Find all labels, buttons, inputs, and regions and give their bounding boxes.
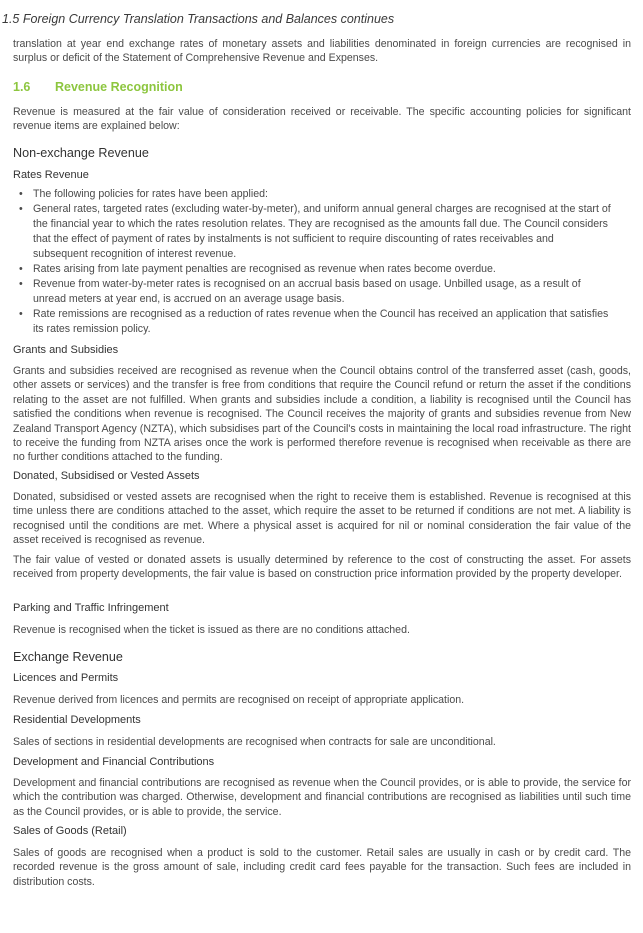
parking-paragraph: Revenue is recognised when the ticket is issued as there are no conditions attached.: [13, 624, 410, 636]
list-item: • The following policies for rates have been applied:: [13, 187, 631, 202]
development-paragraph: Development and financial contributions are recognised as revenue when the Council provides, or is able to provide, the service for which the contribution was charged. Otherwise, development and financial contributions are recognised as liabilities until such time as the Council provides, or is able to provide, the service.: [13, 777, 631, 818]
running-head: 1.5 Foreign Currency Translation Transactions and Balances continues: [2, 12, 395, 26]
rates-bullet-list: [13, 187, 631, 337]
donated-paragraph-1: Donated, subsidised or vested assets are recognised when the right to receive them is established. Revenue is recognised at this time unless there are conditions attached to the asset, which require the asset to be returned if conditions are not met. A liability is recognised until the conditions are met. Where a physical asset is acquired for nil or nominal consideration the fair value of the asset received is recognised as revenue.: [13, 491, 631, 547]
list-item: • Revenue from water-by-meter rates is recognised on an accrual basis based on usage. Unbilled usage, as a result of unread meters at year end, is accrued on an average usage basis.: [13, 277, 631, 307]
section-title: Revenue Recognition: [55, 80, 183, 94]
sales-heading: Sales of Goods (Retail): [13, 825, 127, 837]
section-intro: Revenue is measured at the fair value of consideration received or receivable. The specific accounting policies for significant revenue items are explained below:: [13, 106, 631, 133]
rates-heading: Rates Revenue: [13, 169, 89, 181]
licences-paragraph: Revenue derived from licences and permits are recognised on receipt of appropriate application.: [13, 694, 465, 706]
residential-paragraph: Sales of sections in residential developments are recognised when contracts for sale are unconditional.: [13, 736, 496, 748]
donated-heading: Donated, Subsidised or Vested Assets: [13, 470, 200, 482]
licences-heading: Licences and Permits: [13, 672, 119, 684]
grants-paragraph: Grants and subsidies received are recognised as revenue when the Council obtains control of the transferred asset (cash, goods, other assets or services) and the transfer is free from conditions that require the Council refund or return the asset if the conditions relating to the asset are not fulfilled. When grants and subsidies include a condition, a liability is recognised until the Council has satisfied the conditions when revenue is recognised. The Council receives the majority of grants and subsidies revenue from New Zealand Transport Agency (NZTA), which subsidises part of the Council's costs in maintaining the local road infrastructure. The right to receive the funding from NZTA arises once the work is performed therefore revenue is recognised when receivable as there are no further conditions attached to the funding.: [13, 365, 631, 464]
grants-heading: Grants and Subsidies: [13, 344, 119, 356]
parking-heading: Parking and Traffic Infringement: [13, 602, 169, 614]
exchange-heading: Exchange Revenue: [13, 650, 123, 664]
intro-paragraph: translation at year end exchange rates of monetary assets and liabilities denominated in foreign currencies are recognised in surplus or deficit of the Statement of Comprehensive Revenue and Expenses.: [13, 38, 631, 65]
section-heading: [13, 80, 631, 94]
section-number: 1.6: [13, 80, 31, 94]
residential-heading: Residential Developments: [13, 714, 141, 726]
list-item: • Rates arising from late payment penalties are recognised as revenue when rates become overdue.: [13, 262, 631, 277]
donated-paragraph-2: The fair value of vested or donated assets is usually determined by reference to the cost of constructing the asset. For assets received from property developments, the fair value is based on construction price information provided by the property developer.: [13, 554, 631, 581]
sales-paragraph: Sales of goods are recognised when a product is sold to the customer. Retail sales are usually in cash or by credit card. The recorded revenue is the gross amount of sale, including credit card fees payable for the transaction. Such fees are included in distribution costs.: [13, 847, 631, 888]
development-heading: Development and Financial Contributions: [13, 756, 215, 768]
list-item: • Rate remissions are recognised as a reduction of rates revenue when the Council has received an application that satisfies its rates remission policy.: [13, 307, 631, 337]
non-exchange-heading: Non-exchange Revenue: [13, 146, 149, 160]
list-item: • General rates, targeted rates (excluding water-by-meter), and uniform annual general charges are recognised at the start of the financial year to which the rates resolution relates. They are recognised as the amounts fall due. The Council considers that the effect of payment of rates by instalments is not sufficient to require discounting of rates receivables and subsequent recognition of interest revenue.: [13, 202, 631, 262]
